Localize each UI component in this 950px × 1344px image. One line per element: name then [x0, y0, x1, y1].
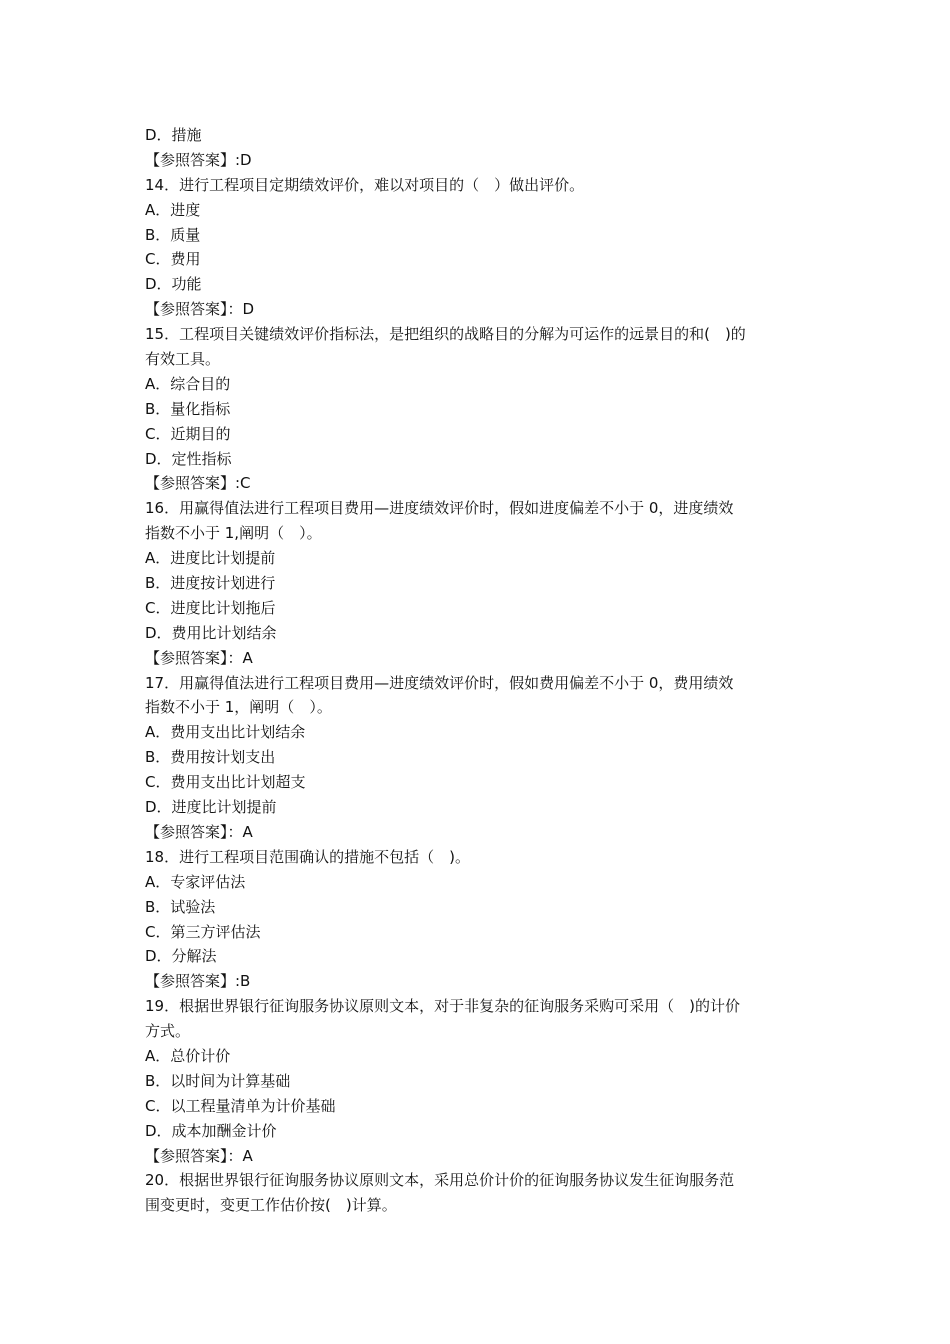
question-15-line-2: 有效工具。 [145, 350, 221, 369]
option-b: B．试验法 [145, 897, 216, 916]
option-d: D．措施 [145, 126, 202, 144]
question-14: 14．进行工程项目定期绩效评价，难以对项目的（ ）做出评价。 [145, 175, 585, 194]
question-19-line-1: 19．根据世界银行征询服务协议原则文本，对于非复杂的征询服务采购可采用（ )的计价 [145, 997, 740, 1016]
option-a: A．费用支出比计划结余 [145, 723, 306, 742]
question-20-line-2: 围变更时，变更工作估价按( )计算。 [145, 1196, 397, 1215]
question-16-line-1: 16．用赢得值法进行工程项目费用—进度绩效评价时，假如进度偏差不小于 0，进度绩效 [145, 499, 734, 518]
option-c: C．进度比计划拖后 [145, 598, 276, 617]
option-d: D．成本加酬金计价 [145, 1121, 277, 1140]
option-d: D．定性指标 [145, 449, 232, 468]
option-c: C．费用 [145, 250, 201, 269]
option-c: C．近期目的 [145, 424, 231, 443]
option-b: B．进度按计划进行 [145, 574, 276, 593]
option-d: D．功能 [145, 275, 202, 294]
option-b: B．费用按计划支出 [145, 748, 276, 767]
answer-13: 【参照答案】:D [145, 150, 252, 169]
question-18: 18．进行工程项目范围确认的措施不包括（ )。 [145, 847, 470, 866]
answer-17: 【参照答案】：A [145, 822, 253, 841]
question-19-line-2: 方式。 [145, 1022, 191, 1041]
option-a: A．专家评估法 [145, 872, 246, 891]
question-17-line-1: 17．用赢得值法进行工程项目费用—进度绩效评价时，假如费用偏差不小于 0，费用绩效 [145, 673, 734, 692]
option-a: A．综合目的 [145, 374, 231, 393]
option-b: B．以时间为计算基础 [145, 1071, 291, 1090]
option-c: C．以工程量清单为计价基础 [145, 1096, 336, 1115]
option-b: B．质量 [145, 225, 201, 244]
question-17-line-2: 指数不小于 1，阐明（ ）。 [145, 698, 332, 717]
question-16-line-2: 指数不小于 1,阐明（ ）。 [145, 524, 322, 543]
question-15-line-1: 15．工程项目关键绩效评价指标法，是把组织的战略目的分解为可运作的远景目的和( )的 [145, 325, 746, 344]
document-body [145, 123, 810, 1218]
option-a: A．进度 [145, 200, 201, 219]
option-a: A．进度比计划提前 [145, 549, 276, 568]
option-d: D．分解法 [145, 947, 217, 966]
question-20-line-1: 20．根据世界银行征询服务协议原则文本，采用总价计价的征询服务协议发生征询服务范 [145, 1171, 735, 1190]
answer-18: 【参照答案】:B [145, 972, 251, 991]
answer-19: 【参照答案】：A [145, 1146, 253, 1165]
answer-14: 【参照答案】：D [145, 300, 255, 319]
answer-16: 【参照答案】：A [145, 648, 253, 667]
option-c: C．第三方评估法 [145, 922, 261, 941]
answer-15: 【参照答案】:C [145, 474, 251, 493]
option-c: C．费用支出比计划超支 [145, 773, 306, 792]
option-b: B．量化指标 [145, 399, 231, 418]
option-d: D．进度比计划提前 [145, 798, 277, 817]
option-a: A．总价计价 [145, 1046, 231, 1065]
option-d: D．费用比计划结余 [145, 623, 277, 642]
